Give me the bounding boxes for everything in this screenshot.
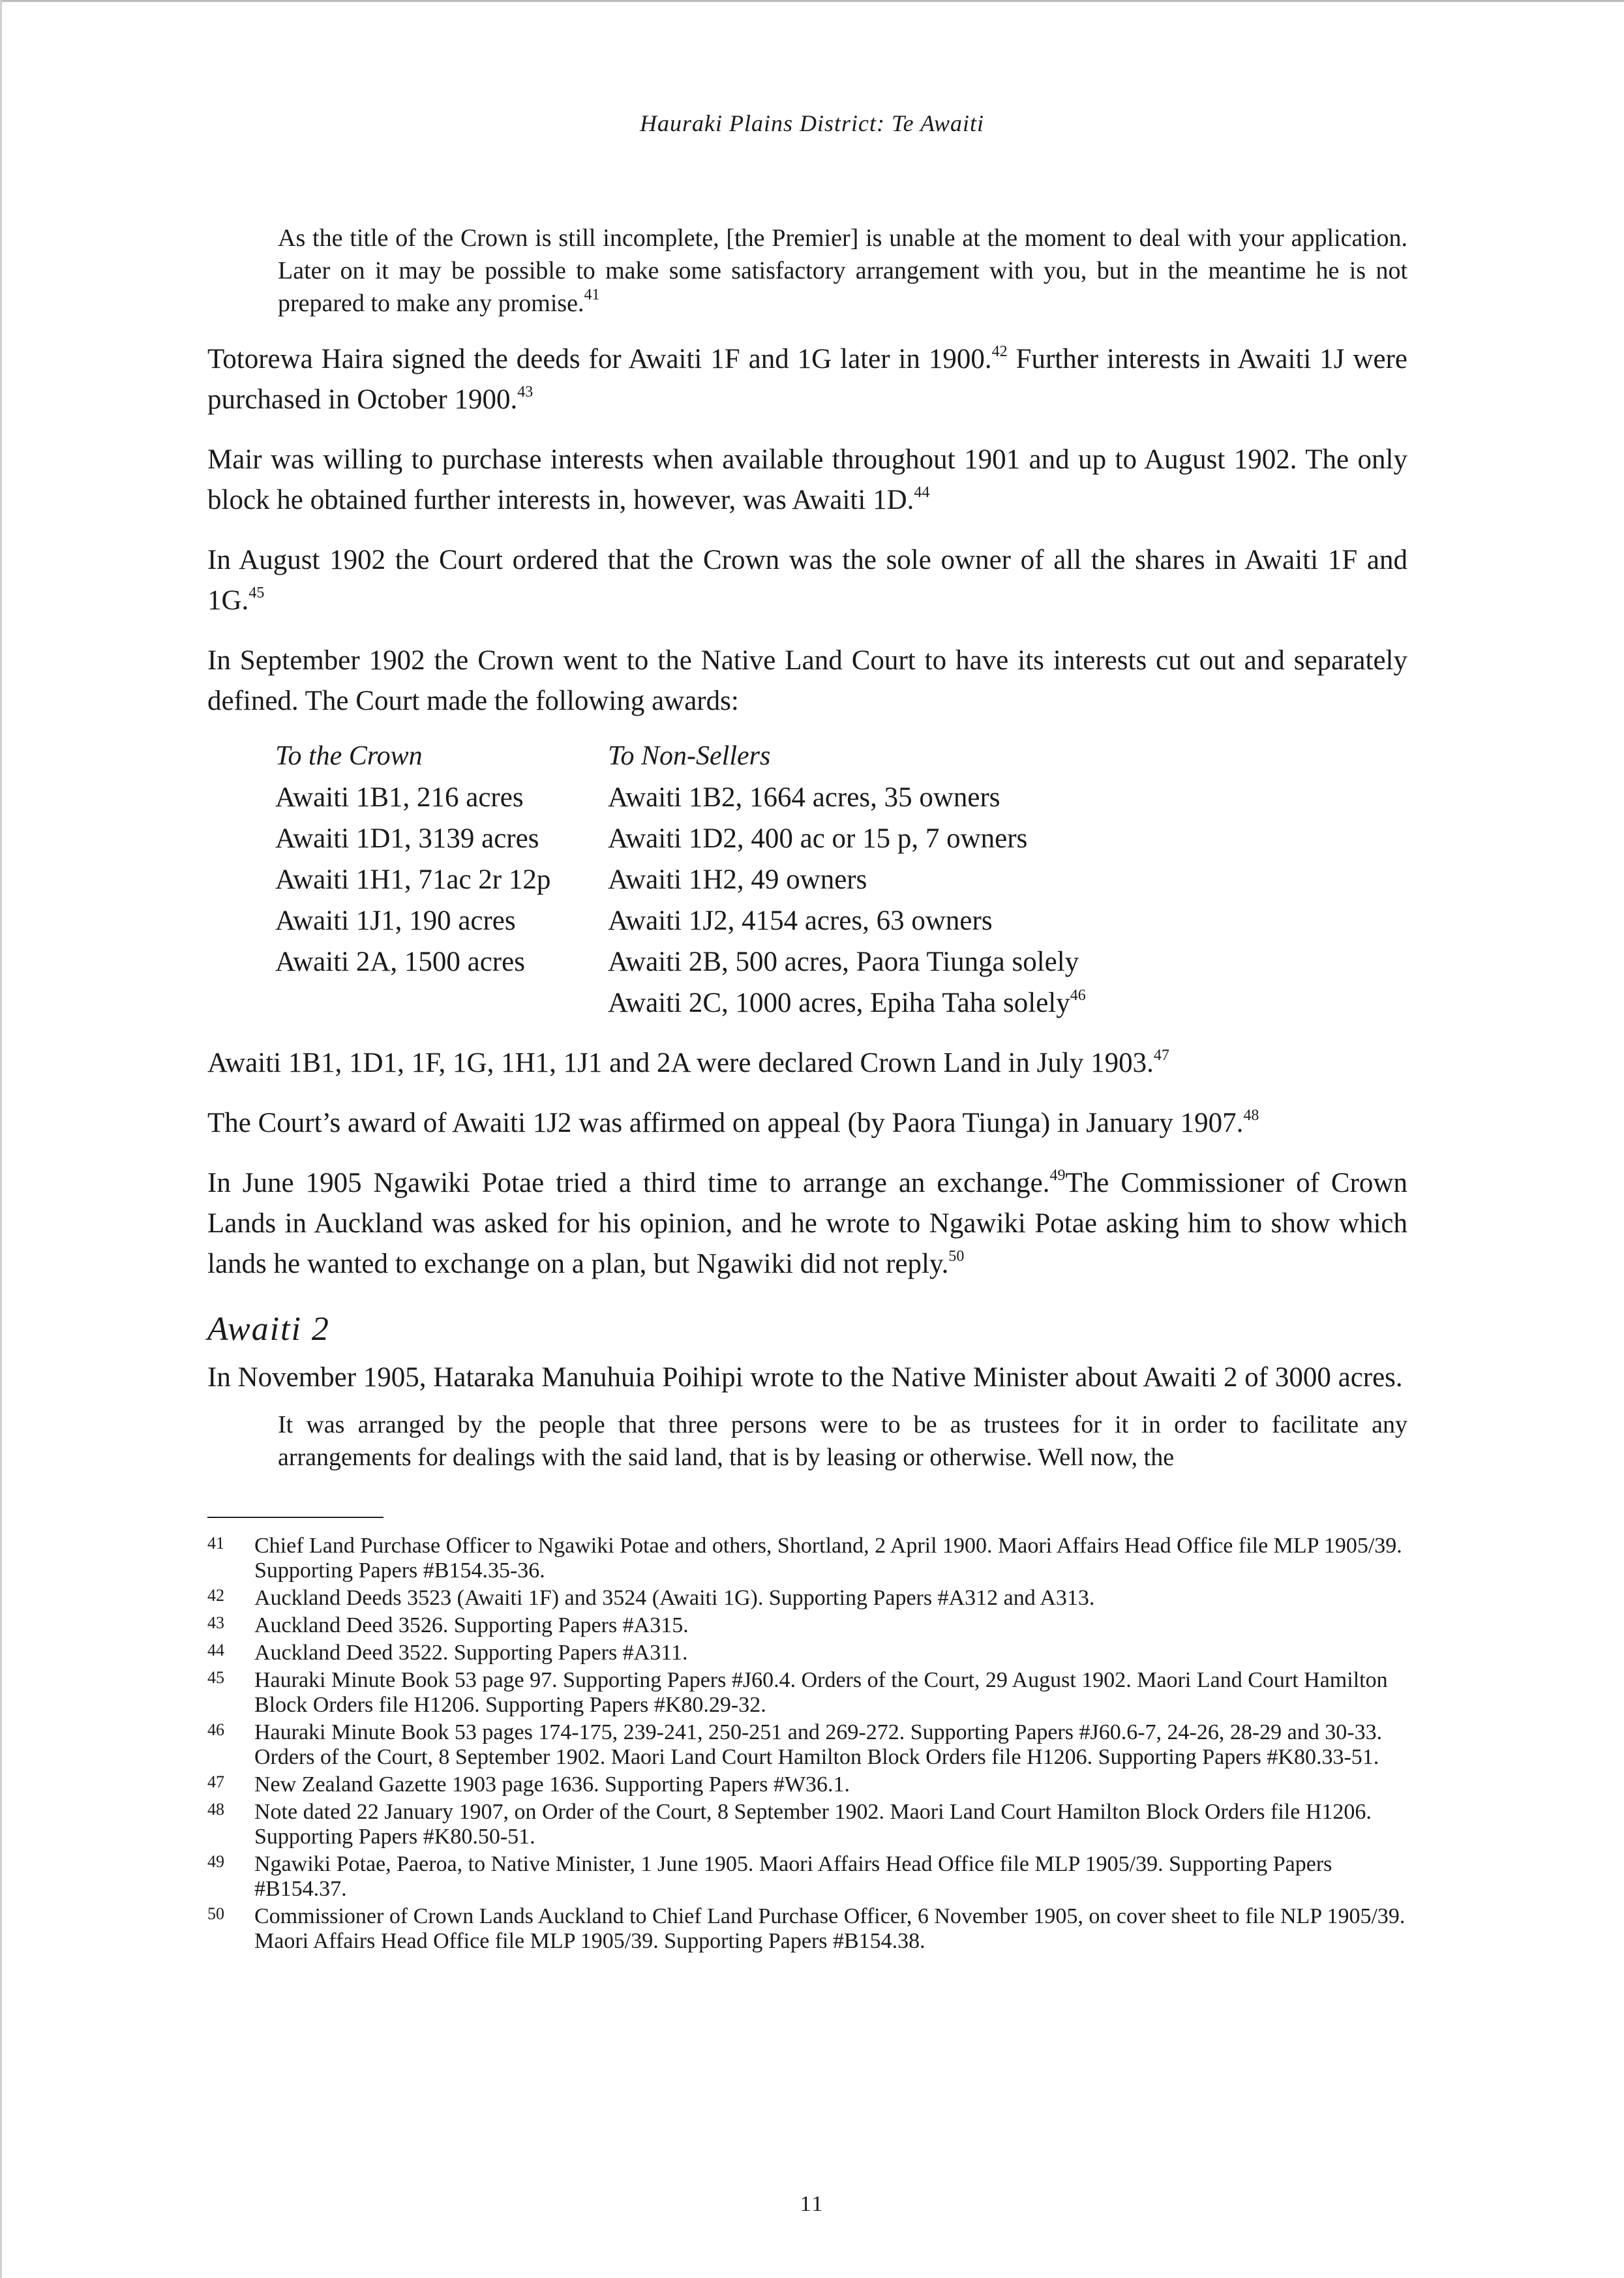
footnote-number: 43 (207, 1613, 224, 1632)
running-title: Hauraki Plains District: Te Awaiti (639, 110, 985, 136)
crown-award: Awaiti 1B1, 216 acres (275, 782, 524, 813)
footnote-ref[interactable]: 43 (517, 384, 534, 401)
footnote-text: Auckland Deed 3526. Supporting Papers #A315. (254, 1613, 689, 1637)
footnote (207, 1904, 1407, 1954)
footnote (207, 1534, 1407, 1583)
footnote-text: New Zealand Gazette 1903 page 1636. Supporting Papers #W36.1. (254, 1772, 850, 1797)
scan-edge-left (0, 0, 2, 2278)
table-row (275, 859, 1407, 900)
paragraph-awards-intro (207, 641, 1407, 721)
scan-edge-top (0, 0, 1624, 2)
crown-award: Awaiti 1H1, 71ac 2r 12p (275, 864, 551, 895)
footnote-ref[interactable]: 50 (948, 1248, 965, 1265)
footnote-text: Chief Land Purchase Officer to Ngawiki Potae and others, Shortland, 2 April 1900. Maori Affairs Head Office file MLP 1905/39. Supporting Papers #B154.35-36. (254, 1534, 1402, 1583)
non-seller-award: Awaiti 1H2, 49 owners (608, 864, 867, 895)
paragraph-text: Further interests in Awaiti 1J were purchased in October 1900. (207, 344, 1407, 415)
award-text: Awaiti 2C, 1000 acres, Epiha Taha solely (608, 988, 1070, 1018)
crown-award (275, 982, 608, 1024)
footnote-number: 42 (207, 1586, 224, 1605)
footnote (207, 1852, 1407, 1902)
non-seller-award: Awaiti 1J2, 4154 acres, 63 owners (608, 905, 993, 936)
column-header-non-sellers: To Non-Sellers (608, 741, 771, 771)
table-row (275, 900, 1407, 941)
footnote (207, 1641, 1407, 1665)
footnote-divider (207, 1517, 383, 1518)
paragraph-text: Awaiti 1B1, 1D1, 1F, 1G, 1H1, 1J1 and 2A were declared Crown Land in July 1903. (207, 1048, 1154, 1078)
footnotes (207, 1534, 1407, 1954)
non-seller-award (608, 982, 1407, 1024)
block-quote-2 (278, 1408, 1407, 1474)
column-header-crown: To the Crown (275, 741, 423, 771)
footnote-number: 45 (207, 1668, 224, 1687)
table-row (275, 941, 1407, 982)
table-row (275, 777, 1407, 818)
paragraph-poihipi (207, 1358, 1407, 1398)
footnote-number: 44 (207, 1641, 224, 1660)
footnote-ref[interactable]: 45 (248, 585, 265, 601)
paragraph-crown-land (207, 1043, 1407, 1084)
paragraph-deeds (207, 339, 1407, 420)
footnote-number: 49 (207, 1852, 224, 1871)
footnote-text: Auckland Deeds 3523 (Awaiti 1F) and 3524 (Awaiti 1G). Supporting Papers #A312 and A313. (254, 1586, 1095, 1610)
paragraph-text: In August 1902 the Court ordered that the Crown was the sole owner of all the shares in Awaiti 1F and 1G. (207, 545, 1407, 616)
footnote-ref[interactable]: 48 (1243, 1107, 1259, 1124)
footnote (207, 1613, 1407, 1638)
crown-award: Awaiti 1J1, 190 acres (275, 905, 516, 936)
paragraph-appeal (207, 1103, 1407, 1144)
paragraph-mair (207, 440, 1407, 521)
non-seller-award: Awaiti 1B2, 1664 acres, 35 owners (608, 782, 1000, 813)
block-quote-1 (278, 222, 1407, 320)
footnote-text: Commissioner of Crown Lands Auckland to Chief Land Purchase Officer, 6 November 1905, on cover sheet to file NLP 1905/39. Maori Affairs Head Office file MLP 1905/39. Supporting Papers #B154.38. (254, 1904, 1406, 1953)
page-content (207, 222, 1407, 1956)
quote-text: As the title of the Crown is still incomplete, [the Premier] is unable at the moment to deal with your application. Later on it may be possible to make some satisfactory arrangement with you, but in the meantime he is not prepared to make any promise. (278, 224, 1407, 317)
table-row (275, 818, 1407, 859)
footnote-ref[interactable]: 49 (1049, 1167, 1066, 1184)
footnote-text: Hauraki Minute Book 53 page 97. Supporting Papers #J60.4. Orders of the Court, 29 August 1902. Maori Land Court Hamilton Block Orders file H1206. Supporting Papers #K80.29-32. (254, 1668, 1388, 1717)
paragraph-text: Mair was willing to purchase interests when available throughout 1901 and up to August 1902. The only block he obtained further interests in, however, was Awaiti 1D. (207, 444, 1407, 515)
paragraph-text: In November 1905, Hataraka Manuhuia Poihipi wrote to the Native Minister about Awaiti 2 of 3000 acres. (207, 1362, 1403, 1393)
footnote-text: Note dated 22 January 1907, on Order of the Court, 8 September 1902. Maori Land Court Hamilton Block Orders file H1206. Supporting Papers #K80.50-51. (254, 1800, 1372, 1849)
footnote (207, 1772, 1407, 1797)
footnote-number: 47 (207, 1772, 224, 1791)
paragraph-text: The Commissioner of Crown Lands in Auckland was asked for his opinion, and he wrote to Ngawiki Potae asking him to show which lands he wanted to exchange on a plan, but Ngawiki did not reply. (207, 1168, 1407, 1279)
page-number: 11 (800, 2192, 824, 2216)
footnote-ref[interactable]: 46 (1070, 987, 1086, 1004)
crown-award: Awaiti 1D1, 3139 acres (275, 823, 539, 854)
table-row (275, 982, 1407, 1024)
footnote (207, 1720, 1407, 1770)
footnote-number: 46 (207, 1720, 224, 1739)
footnote-number: 41 (207, 1534, 224, 1553)
footnote-number: 48 (207, 1800, 224, 1819)
non-seller-award: Awaiti 2B, 500 acres, Paora Tiunga solely (608, 947, 1079, 977)
paragraph-text: Totorewa Haira signed the deeds for Awaiti 1F and 1G later in 1900. (207, 344, 992, 374)
footnote-ref[interactable]: 42 (991, 343, 1008, 360)
paragraph-text: The Court’s award of Awaiti 1J2 was affirmed on appeal (by Paora Tiunga) in January 1907. (207, 1108, 1244, 1138)
paragraph-exchange (207, 1163, 1407, 1284)
section-heading: Awaiti 2 (207, 1311, 330, 1348)
footnote-ref[interactable]: 41 (584, 286, 600, 303)
footnote (207, 1668, 1407, 1718)
footnote-number: 50 (207, 1904, 224, 1923)
footnote-text: Auckland Deed 3522. Supporting Papers #A311. (254, 1641, 688, 1665)
paragraph-text: In September 1902 the Crown went to the Native Land Court to have its interests cut out and separately defined. The Court made the following awards: (207, 645, 1407, 716)
quote-text: It was arranged by the people that three persons were to be as trustees for it in order to facilitate any arrangements for dealings with the said land, that is by leasing or otherwise. Well now, the (278, 1411, 1407, 1471)
footnote-text: Ngawiki Potae, Paeroa, to Native Minister, 1 June 1905. Maori Affairs Head Office file MLP 1905/39. Supporting Papers #B154.37. (254, 1852, 1332, 1901)
awards-header-row (275, 736, 1407, 777)
non-seller-award: Awaiti 1D2, 400 ac or 15 p, 7 owners (608, 823, 1028, 854)
awards-table (275, 736, 1407, 1024)
paragraph-court-order (207, 540, 1407, 621)
crown-award: Awaiti 2A, 1500 acres (275, 947, 525, 977)
footnote-ref[interactable]: 47 (1153, 1047, 1169, 1064)
footnote (207, 1800, 1407, 1849)
footnote-text: Hauraki Minute Book 53 pages 174-175, 239-241, 250-251 and 269-272. Supporting Papers #J60.6-7, 24-26, 28-29 and 30-33. Orders of the Court, 8 September 1902. Maori Land Court Hamilton Block Orders file H1206. Supporting Papers #K80.33-51. (254, 1720, 1383, 1769)
footnote-ref[interactable]: 44 (914, 484, 930, 501)
footnote (207, 1586, 1407, 1611)
paragraph-text: In June 1905 Ngawiki Potae tried a third time to arrange an exchange. (207, 1168, 1050, 1198)
